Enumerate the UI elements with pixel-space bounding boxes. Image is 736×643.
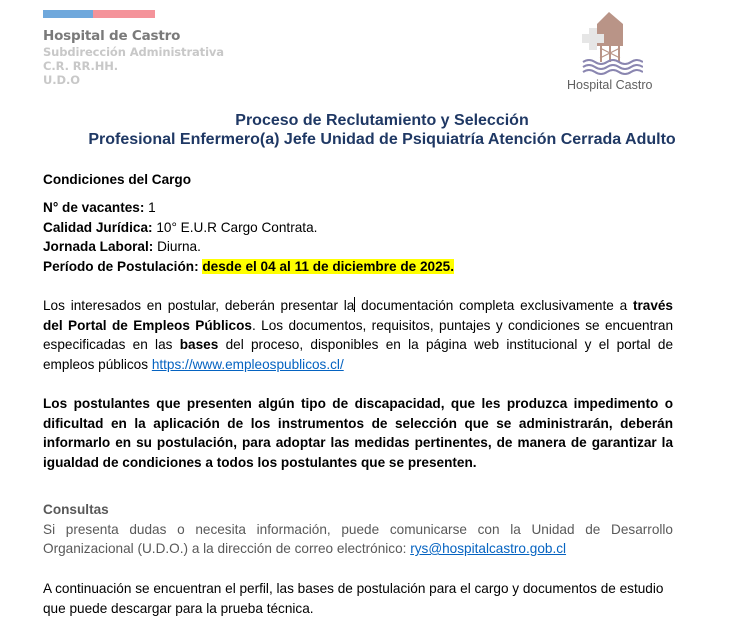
- hospital-logo: [565, 8, 660, 96]
- condition-value: 10° E.U.R Cargo Contrata.: [152, 219, 318, 235]
- condition-calidad-juridica: [43, 218, 673, 238]
- empleos-publicos-link[interactable]: https://www.empleospublicos.cl/: [151, 356, 344, 372]
- org-line-udo: U.D.O: [43, 73, 80, 87]
- org-header: [43, 28, 224, 87]
- title-line-1: Proceso de Reclutamiento y Selección: [235, 112, 529, 129]
- condition-value: Diurna.: [153, 239, 201, 254]
- condition-periodo: [43, 257, 673, 277]
- flag-bar: [43, 10, 155, 18]
- text: Los interesados en postular, deberán presentar la: [43, 298, 355, 313]
- condition-label: Período de Postulación:: [43, 258, 199, 274]
- highlighted-period: desde el 04 al 11 de diciembre de 2025.: [202, 258, 455, 274]
- consultas-heading: Consultas: [43, 502, 109, 517]
- contact-email-link[interactable]: rys@hospitalcastro.gob.cl: [410, 541, 567, 556]
- paragraph-downloads-intro: A continuación se encuentran el perfil, las bases de postulación para el cargo y documentos de estudio que puede descargar para la prueba técnica.: [43, 581, 664, 616]
- conditions-heading: Condiciones del Cargo: [43, 172, 192, 187]
- text: del proceso, disponibles en la página web institucional y el portal de empleos públicos: [43, 337, 673, 372]
- title-line-2: Profesional Enfermero(a) Jefe Unidad de Psiquiatría Atención Cerrada Adulto: [88, 131, 676, 148]
- paragraph-application-info: [43, 296, 673, 374]
- text: . Los documentos, requisitos, puntajes y condiciones se encuentran especificadas en las: [43, 317, 674, 352]
- condition-label: Calidad Jurídica:: [43, 219, 153, 235]
- org-line-subdireccion: Subdirección Administrativa: [43, 45, 224, 59]
- conditions-list: [43, 198, 673, 276]
- condition-value: 1: [144, 200, 156, 215]
- paragraph-disability-notice: Los postulantes que presenten algún tipo de discapacidad, que les produzca impedimento o dificultad en la aplicación de los instrumentos de selección que se administrarán, deberán informarlo en su postulación, para adoptar las medidas pertinentes, de manera de garantizar la igualdad de condiciones a todos los postulantes que se presenten.: [43, 396, 673, 470]
- stilt-house-cross-waves-icon: [577, 8, 643, 78]
- flag-blue-segment: [43, 10, 93, 18]
- text: documentación completa exclusivamente a: [355, 298, 633, 313]
- org-line-crrrhh: C.R. RR.HH.: [43, 59, 119, 73]
- condition-label: Jornada Laboral:: [43, 239, 154, 254]
- org-name: Hospital de Castro: [43, 28, 181, 44]
- condition-jornada: [43, 237, 673, 257]
- page-title-block: [0, 112, 736, 149]
- consultas-text: Si presenta dudas o necesita información, puede comunicarse con la Unidad de Desarrollo Organizacional (U.D.O.) a la dirección de correo electrónico:: [43, 521, 673, 556]
- condition-label: N° de vacantes:: [43, 200, 145, 215]
- logo-text: Hospital Castro: [567, 78, 653, 92]
- consultas-text-block: [43, 520, 673, 559]
- consultas-section: [43, 500, 673, 559]
- condition-vacantes: [43, 198, 673, 218]
- bold-text: través del Portal de Empleos Públicos: [43, 298, 673, 333]
- bold-text: bases: [179, 337, 219, 352]
- flag-red-segment: [93, 10, 155, 18]
